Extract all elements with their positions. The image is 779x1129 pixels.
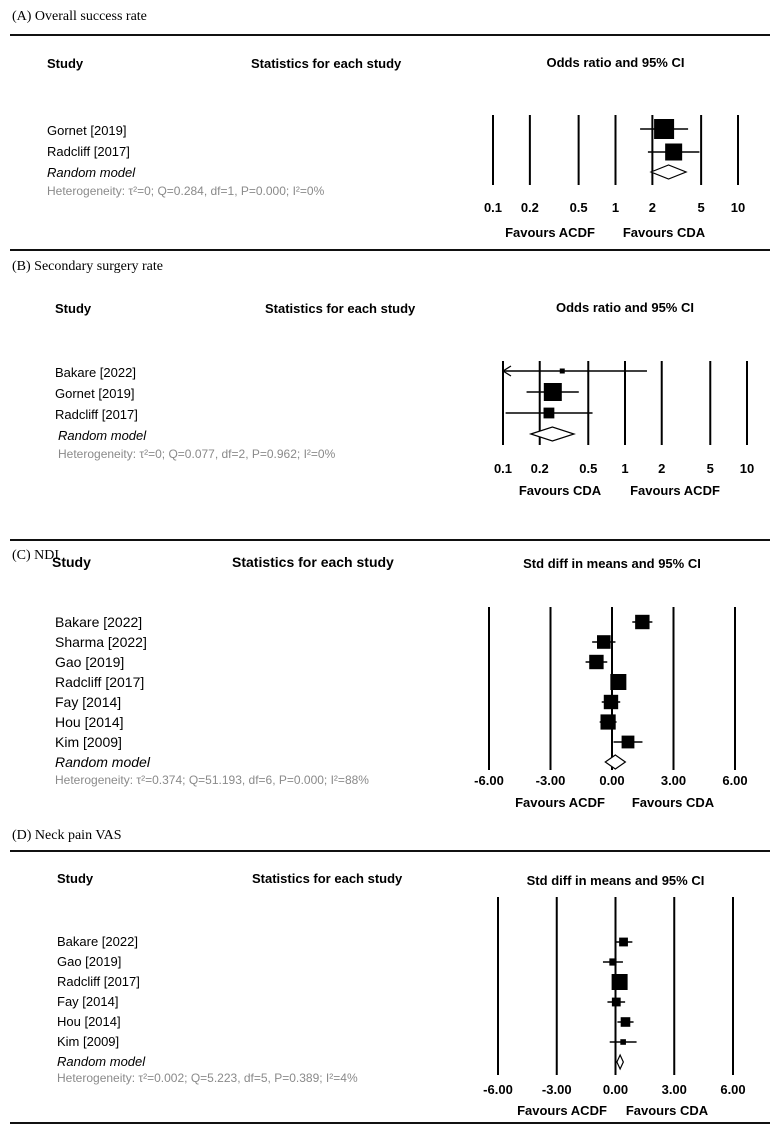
tick-label: 0.5 [569, 200, 588, 215]
row-study: Hou [2014] [57, 1014, 121, 1029]
row-study: Hou [2014] [55, 714, 124, 730]
favours-left-label: Favours ACDF [517, 1103, 607, 1118]
tick-label: 2 [658, 461, 666, 476]
bottom-rule [10, 1122, 770, 1124]
tick-label: 0.1 [483, 200, 503, 215]
row-study: Fay [2014] [57, 994, 119, 1009]
row-study: Radcliff [2017] [55, 407, 138, 422]
favours-right-label: Favours ACDF [630, 483, 720, 498]
stats-header: Statistics for each study [251, 56, 402, 71]
favours-left-label: Favours CDA [518, 483, 602, 498]
plot-header: Std diff in means and 95% CI [523, 556, 701, 571]
panel-d-forest-plot [470, 860, 770, 1120]
row-study: Radcliff [2017] [55, 674, 145, 690]
study-header: Study [47, 56, 84, 71]
row-study: Gao [2019] [55, 654, 125, 670]
panel-c-top-rule [10, 539, 770, 541]
tick-label: 1 [611, 200, 620, 215]
tick-label: 6.00 [720, 1082, 746, 1097]
summary-diamond [605, 755, 625, 769]
point-estimate [560, 369, 565, 374]
row-study: Bakare [2022] [57, 934, 138, 949]
tick-label: 0.2 [520, 200, 539, 215]
favours-left-label: Favours ACDF [515, 795, 605, 810]
tick-label: 2 [648, 200, 656, 215]
tick-label: 10 [739, 461, 755, 476]
heterogeneity-text: Heterogeneity: τ²=0.002; Q=5.223, df=5, P=0.389; I²=4% [57, 1071, 358, 1085]
tick-label: 3.00 [661, 1082, 687, 1097]
stats-header: Statistics for each study [265, 301, 416, 316]
panel-a-top-rule [10, 34, 770, 36]
point-estimate [544, 383, 562, 401]
plot-header: Std diff in means and 95% CI [526, 873, 705, 888]
tick-label: -3.00 [535, 773, 566, 788]
heterogeneity-text: Heterogeneity: τ²=0; Q=0.284, df=1, P=0.000; I²=0% [47, 184, 325, 198]
point-estimate [612, 998, 621, 1007]
summary-study: Random model [55, 754, 150, 770]
study-header: Study [57, 871, 94, 886]
row-study: Gao [2019] [57, 954, 122, 969]
point-estimate [601, 714, 616, 729]
panel-d-title: (D) Neck pain VAS [12, 828, 122, 843]
panel-b-forest-plot [470, 290, 770, 500]
plot-header: Odds ratio and 95% CI [546, 55, 685, 70]
favours-right-label: Favours CDA [622, 225, 706, 240]
heterogeneity-text: Heterogeneity: τ²=0.374; Q=51.193, df=6, P=0.000; I²=88% [55, 773, 369, 787]
summary-study: Random model [47, 165, 136, 180]
row-study: Kim [2009] [57, 1034, 120, 1049]
point-estimate [622, 736, 635, 749]
tick-label: -3.00 [541, 1082, 572, 1097]
panel-b-title: (B) Secondary surgery rate [12, 259, 163, 274]
tick-label: 5 [706, 461, 714, 476]
point-estimate [612, 974, 628, 990]
row-study: Bakare [2022] [55, 614, 143, 630]
tick-label: 10 [730, 200, 746, 215]
favours-right-label: Favours CDA [625, 1103, 709, 1118]
study-header: Study [55, 301, 92, 316]
panel-a-title: (A) Overall success rate [12, 9, 147, 24]
point-estimate [635, 615, 649, 629]
panel-d-top-rule [10, 850, 770, 852]
row-study: Fay [2014] [55, 694, 122, 710]
tick-label: -6.00 [474, 773, 504, 788]
point-estimate [609, 958, 616, 965]
summary-study: Random model [57, 1054, 146, 1069]
tick-label: -6.00 [483, 1082, 513, 1097]
favours-left-label: Favours ACDF [505, 225, 595, 240]
point-estimate [620, 1039, 626, 1045]
point-estimate [621, 1017, 631, 1027]
tick-label: 0.5 [579, 461, 598, 476]
summary-diamond [651, 165, 686, 179]
study-header: Study [52, 554, 91, 570]
plot-header: Odds ratio and 95% CI [556, 300, 694, 315]
point-estimate [654, 119, 674, 139]
tick-label: 0.1 [493, 461, 513, 476]
stats-header: Statistics for each study [252, 871, 403, 886]
row-study: Radcliff [2017] [57, 974, 140, 989]
stats-header: Statistics for each study [232, 554, 394, 570]
row-study: Bakare [2022] [55, 365, 136, 380]
row-study: Radcliff [2017] [47, 144, 130, 159]
tick-label: 5 [697, 200, 705, 215]
panel-c-title: (C) NDI [12, 548, 60, 563]
tick-label: 3.00 [660, 773, 687, 788]
summary-diamond [531, 427, 574, 441]
favours-right-label: Favours CDA [631, 795, 715, 810]
panel-c-forest-plot [470, 545, 770, 815]
tick-label: 0.00 [602, 1082, 629, 1097]
panel-b-top-rule [10, 249, 770, 251]
tick-label: 0.00 [599, 773, 625, 788]
point-estimate [665, 144, 682, 161]
summary-study: Random model [58, 428, 147, 443]
point-estimate [619, 938, 628, 947]
panel-a-forest-plot [470, 40, 770, 245]
row-study: Gornet [2019] [55, 386, 135, 401]
point-estimate [544, 408, 555, 419]
point-estimate [604, 695, 618, 709]
tick-label: 1 [621, 461, 629, 476]
point-estimate [589, 655, 603, 669]
tick-label: 0.2 [530, 461, 549, 476]
tick-label: 6.00 [722, 773, 748, 788]
point-estimate [610, 674, 626, 690]
summary-diamond [617, 1055, 623, 1069]
row-study: Kim [2009] [55, 734, 122, 750]
row-study: Gornet [2019] [47, 123, 127, 138]
row-study: Sharma [2022] [55, 634, 147, 650]
heterogeneity-text: Heterogeneity: τ²=0; Q=0.077, df=2, P=0.962; I²=0% [58, 447, 336, 461]
point-estimate [597, 635, 611, 649]
